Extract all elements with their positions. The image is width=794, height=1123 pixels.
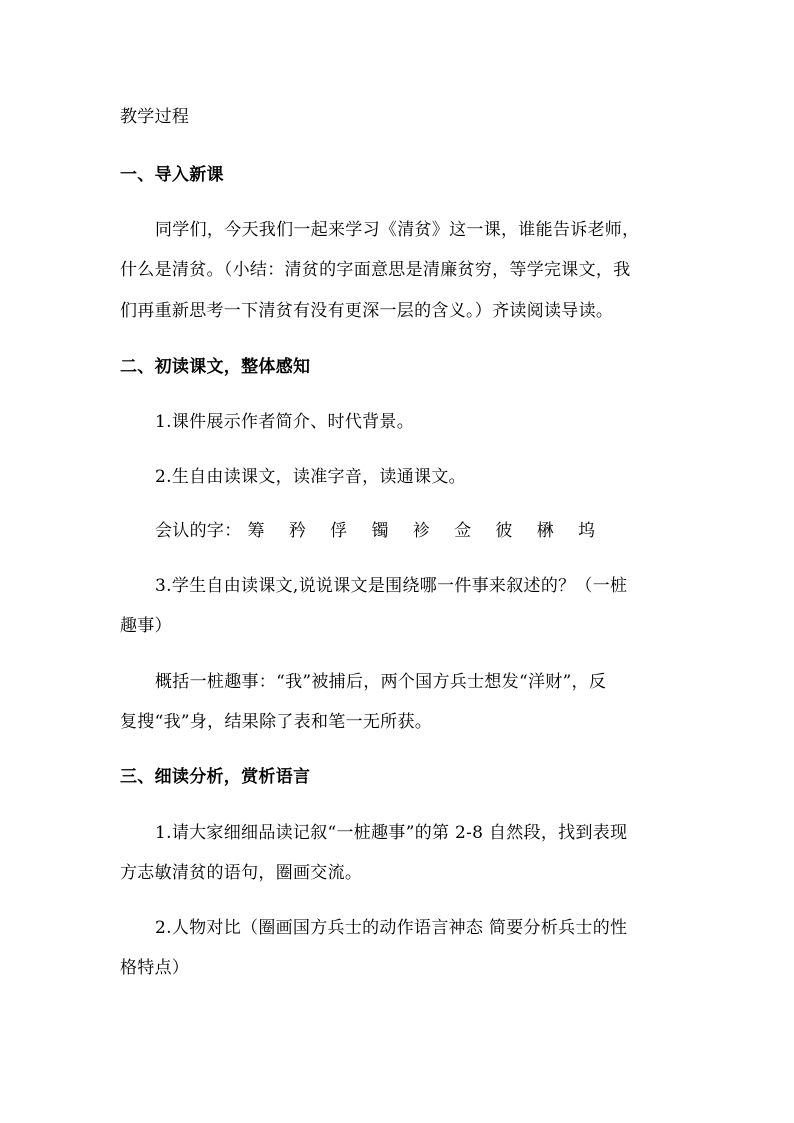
- characters-to-recognize: [155, 520, 619, 542]
- intro-paragraph-line-1: 同学们，今天我们一起来学习《清贫》这一课，谁能告诉老师，: [155, 220, 640, 240]
- story-summary-line-2: 复搜“我”身，结果除了表和笔一无所获。: [120, 712, 433, 732]
- document-title: 教学过程: [120, 107, 190, 127]
- intro-paragraph-line-3: 们再重新思考一下清贫有没有更深一层的含义。）齐读阅读导读。: [120, 301, 614, 321]
- first-reading-item-3-line-2: 趣事）: [120, 616, 172, 636]
- character: 楙: [536, 521, 554, 541]
- first-reading-item-3-line-1: 3.学生自由读课文,说说课文是围绕哪一件事来叙述的？（一桩: [155, 576, 628, 596]
- character: 矜: [288, 521, 307, 541]
- close-reading-item-1-line-1: 1.请大家细细品读记叙“一桩趣事”的第 2-8 自然段，找到表现: [155, 823, 628, 843]
- section-heading-close-reading: 三、细读分析，赏析语言: [120, 767, 311, 787]
- character: 俘: [330, 521, 348, 541]
- close-reading-item-2-line-1: 2.人物对比（圈画国方兵士的动作语言神态 简要分析兵士的性: [155, 918, 628, 938]
- character: 坞: [578, 521, 596, 541]
- character: 筹: [247, 521, 265, 541]
- section-heading-first-reading: 二、初读课文，整体感知: [120, 357, 311, 377]
- character: 彼: [495, 521, 513, 541]
- character: 镯: [371, 521, 389, 541]
- first-reading-item-1: 1.课件展示作者简介、时代背景。: [155, 412, 415, 432]
- section-heading-intro: 一、导入新课: [120, 165, 224, 185]
- character: 袗: [412, 521, 431, 541]
- close-reading-item-1-line-2: 方志敏清贫的语句，圈画交流。: [120, 863, 363, 883]
- close-reading-item-2-line-2: 格特点）: [120, 958, 190, 978]
- first-reading-item-2: 2.生自由读课文，读准字音，读通课文。: [155, 467, 466, 487]
- story-summary-line-1: 概括一桩趣事：“我”被捕后，两个国方兵士想发“洋财”，反: [155, 672, 607, 692]
- characters-label: 会认的字：: [155, 521, 242, 541]
- intro-paragraph-line-2: 什么是清贫。（小结：清贫的字面意思是清廉贫穷，等学完课文，我: [120, 260, 631, 280]
- character: 佥: [454, 521, 472, 541]
